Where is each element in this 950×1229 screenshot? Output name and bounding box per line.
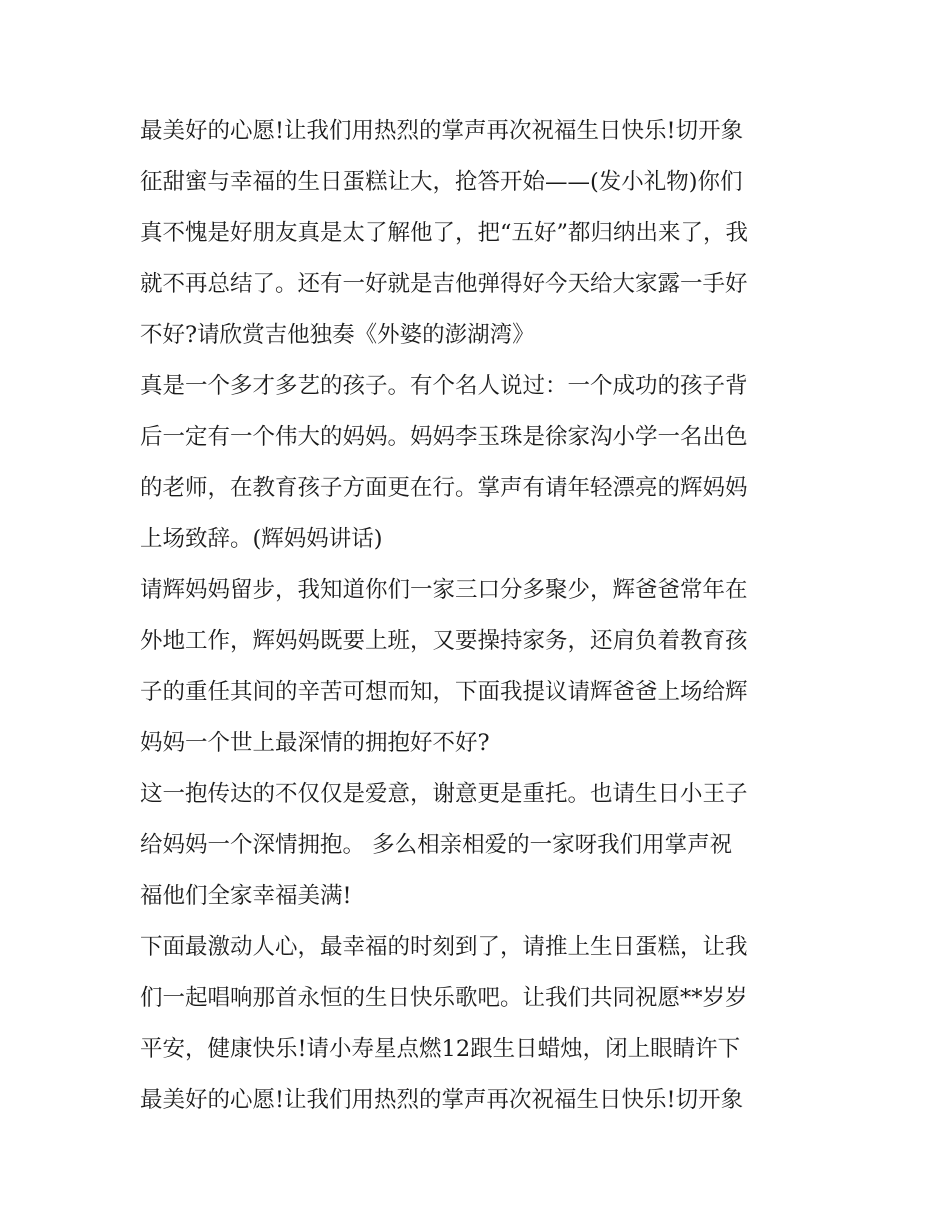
text-line: 妈妈一个世上最深情的拥抱好不好?	[140, 730, 490, 756]
text-line: 最美好的心愿!让我们用热烈的掌声再次祝福生日快乐!切开象	[140, 118, 744, 144]
text-line: 给妈妈一个深情拥抱。 多么相亲相爱的一家呀我们用掌声祝	[140, 832, 733, 858]
text-line: 征甜蜜与幸福的生日蛋糕让大，抢答开始——(发小礼物)你们	[140, 169, 743, 195]
text-line: 福他们全家幸福美满!	[140, 883, 352, 909]
text-line: 的老师，在教育孩子方面更在行。掌声有请年轻漂亮的辉妈妈	[140, 475, 748, 501]
text-line: 平安，健康快乐!请小寿星点燃12跟生日蜡烛，闭上眼睛许下	[140, 1036, 741, 1062]
text-line: 后一定有一个伟大的妈妈。妈妈李玉珠是徐家沟小学一名出色	[140, 424, 748, 450]
text-line: 这一抱传达的不仅仅是爱意，谢意更是重托。也请生日小王子	[140, 781, 748, 807]
text-line: 真不愧是好朋友真是太了解他了，把“五好”都归纳出来了，我	[140, 220, 749, 246]
document-body	[140, 106, 820, 1126]
text-line: 上场致辞。(辉妈妈讲话)	[140, 526, 383, 552]
text-line: 外地工作，辉妈妈既要上班，又要操持家务，还肩负着教育孩	[140, 628, 748, 654]
text-line: 下面最激动人心，最幸福的时刻到了，请推上生日蛋糕，让我	[140, 934, 748, 960]
text-line: 不好?请欣赏吉他独奏《外婆的澎湖湾》	[140, 322, 535, 348]
text-line: 真是一个多才多艺的孩子。有个名人说过：一个成功的孩子背	[140, 373, 748, 399]
text-line: 最美好的心愿!让我们用热烈的掌声再次祝福生日快乐!切开象	[140, 1087, 744, 1113]
text-line: 们一起唱响那首永恒的生日快乐歌吧。让我们共同祝愿**岁岁	[140, 985, 748, 1011]
text-line: 请辉妈妈留步，我知道你们一家三口分多聚少，辉爸爸常年在	[140, 577, 748, 603]
text-line: 就不再总结了。还有一好就是吉他弹得好今天给大家露一手好	[140, 271, 748, 297]
text-line: 子的重任其间的辛苦可想而知，下面我提议请辉爸爸上场给辉	[140, 679, 748, 705]
